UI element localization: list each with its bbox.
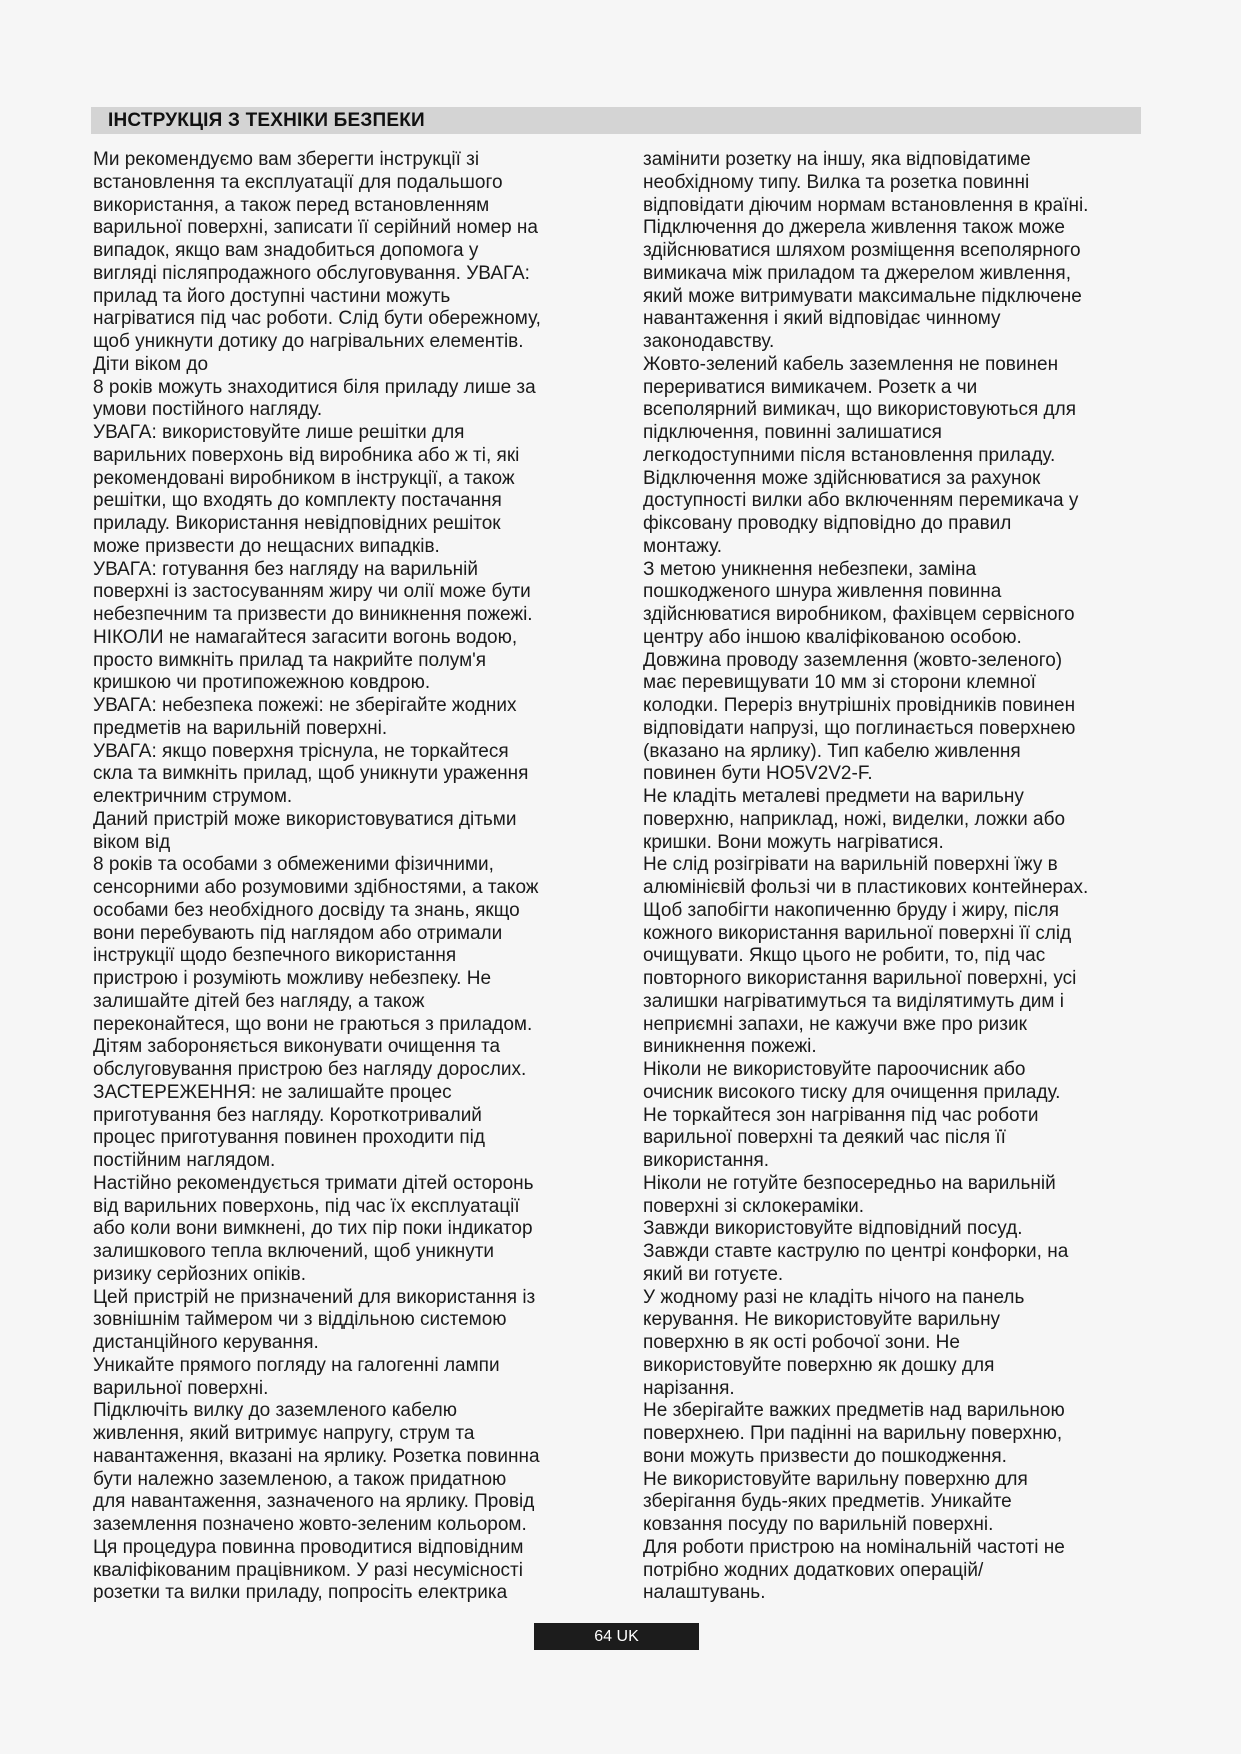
- text-line: встановлення та експлуатації для подальшого: [93, 171, 503, 193]
- text-line: ризику серйозних опіків.: [93, 1263, 306, 1285]
- text-line: поверхню в як ості робочої зони. Не: [643, 1332, 960, 1353]
- right-text-column: [643, 149, 1168, 1605]
- section-heading: ІНСТРУКЦІЯ З ТЕХНІКИ БЕЗПЕКИ: [108, 110, 425, 131]
- text-line: Ми рекомендуємо вам зберегти інструкції зі: [93, 149, 480, 170]
- text-line: Даний пристрій може використовуватися дітьми: [93, 808, 517, 830]
- text-line: просто вимкніть прилад та накрийте полум'я: [93, 649, 487, 671]
- text-line: 8 років можуть знаходитися біля приладу лише за: [93, 376, 536, 398]
- text-line: переконайтеся, що вони не граються з приладом.: [93, 1013, 533, 1035]
- text-line: очищувати. Якщо цього не робити, то, під час: [643, 945, 1046, 967]
- text-line: вони перебувають під наглядом або отримали: [93, 922, 503, 944]
- text-line: може призвести до нещасних випадків.: [93, 535, 440, 557]
- text-line: Уникайте прямого погляду на галогенні лампи: [93, 1354, 500, 1376]
- text-line: Ніколи не готуйте безпосередньо на варильній: [643, 1172, 1056, 1194]
- text-line: скла та вимкніть прилад, щоб уникнути ураження: [93, 763, 529, 785]
- text-line: рекомендовані виробником в інструкції, а також: [93, 467, 515, 489]
- text-line: живлення, який витримує напругу, струм та: [93, 1423, 475, 1444]
- text-line: навантаження, вказані на ярлику. Розетка повинна: [93, 1445, 540, 1467]
- text-line: Підключіть вилку до заземленого кабелю: [93, 1400, 457, 1422]
- text-line: НІКОЛИ не намагайтеся загасити вогонь водою,: [93, 626, 518, 648]
- text-line: З метою уникнення небезпеки, заміна: [643, 558, 977, 580]
- text-line: або коли вони вимкнені, до тих пір поки індикатор: [93, 1218, 533, 1240]
- text-line: використання, а також перед встановленням: [93, 194, 490, 216]
- text-line: заземлення позначено жовто-зеленим кольором.: [93, 1514, 527, 1535]
- text-line: має перевищувати 10 мм зі сторони клемної: [643, 672, 1036, 694]
- text-line: УВАГА: небезпека пожежі: не зберігайте жодних: [93, 695, 517, 716]
- text-line: нагріватися під час роботи. Слід бути обережному,: [93, 308, 541, 330]
- text-line: ковзання посуду по варильній поверхні.: [643, 1514, 994, 1535]
- text-line: Для роботи пристрою на номінальній частоті не: [643, 1536, 1065, 1558]
- text-line: Не використовуйте варильну поверхню для: [643, 1468, 1028, 1490]
- text-line: Завжди ставте каструлю по центрі конфорки, на: [643, 1241, 1069, 1262]
- text-line: для навантаження, зазначеного на ярлику. Провід: [93, 1491, 535, 1513]
- text-line: УВАГА: готування без нагляду на варильній: [93, 558, 479, 580]
- text-line: варильної поверхні.: [93, 1377, 269, 1399]
- text-line: Жовто-зелений кабель заземлення не повинен: [643, 353, 1059, 375]
- text-line: Підключення до джерела живлення також може: [643, 217, 1065, 239]
- text-line: навантаження і який відповідає чинному: [643, 308, 1001, 330]
- text-line: нарізання.: [643, 1377, 735, 1399]
- text-line: зберігання будь-яких предметів. Уникайте: [643, 1491, 1012, 1513]
- text-line: перериватися вимикачем. Розетк а чи: [643, 376, 978, 398]
- text-line: поверхні із застосуванням жиру чи олії може бути: [93, 581, 531, 603]
- text-line: відповідати діючим нормам встановлення в країні.: [643, 194, 1089, 216]
- text-line: дистанційного керування.: [93, 1332, 319, 1353]
- text-line: кожного використання варильної поверхні її слід: [643, 922, 1072, 944]
- text-line: 8 років та особами з обмеженими фізичними,: [93, 854, 494, 876]
- text-line: УВАГА: використовуйте лише решітки для: [93, 422, 465, 443]
- text-line: випадок, якщо вам знадобиться допомога у: [93, 240, 479, 261]
- text-line: Не торкайтеся зон нагрівання під час роботи: [643, 1104, 1039, 1126]
- text-line: необхідному типу. Вилка та розетка повинні: [643, 171, 1030, 193]
- text-line: потрібно жодних додаткових операцій/: [643, 1559, 984, 1581]
- text-line: варильної поверхні, записати її серійний номер на: [93, 217, 538, 239]
- text-line: налаштувань.: [643, 1582, 766, 1604]
- text-line: У жодному разі не кладіть нічого на панель: [643, 1286, 1025, 1308]
- text-line: вигляді післяпродажного обслуговування. УВАГА:: [93, 262, 530, 284]
- text-line: Довжина проводу заземлення (жовто-зеленого): [643, 649, 1063, 671]
- text-line: варильних поверхонь від виробника або ж ті, які: [93, 444, 520, 466]
- text-line: Не слід розігрівати на варильній поверхні їжу в: [643, 854, 1058, 876]
- text-line: підключення, повинні залишатися: [643, 422, 942, 443]
- text-line: вимикача між приладом та джерелом живлення,: [643, 262, 1071, 284]
- text-line: Дітям забороняється виконувати очищення та: [93, 1036, 501, 1058]
- text-line: приготування без нагляду. Короткотривалий: [93, 1104, 482, 1126]
- text-line: монтажу.: [643, 535, 722, 557]
- text-line: Відключення може здійснюватися за рахунок: [643, 467, 1041, 489]
- text-line: віком від: [93, 831, 171, 853]
- text-line: Не кладіть металеві предмети на варильну: [643, 786, 1024, 807]
- text-line: Завжди використовуйте відповідний посуд.: [643, 1218, 1023, 1240]
- left-text-column: [93, 149, 618, 1605]
- text-line: Ніколи не використовуйте пароочисник або: [643, 1059, 1026, 1080]
- text-line: (вказано на ярлику). Тип кабелю живлення: [643, 740, 1021, 762]
- text-line: кришкою чи протипожежною ковдрою.: [93, 672, 431, 694]
- text-line: Діти віком до: [93, 353, 209, 375]
- text-line: доступності вилки або включенням перемикача у: [643, 490, 1079, 512]
- text-line: щоб уникнути дотику до нагрівальних елементів.: [93, 331, 524, 352]
- text-line: центру або іншою кваліфікованою особою.: [643, 626, 1022, 648]
- text-line: поверхні зі склокераміки.: [643, 1195, 864, 1217]
- text-line: умови постійного нагляду.: [93, 399, 323, 421]
- text-line: небезпечним та призвести до виникнення пожежі.: [93, 604, 533, 625]
- text-line: повинен бути HO5V2V2-F.: [643, 763, 873, 785]
- text-line: ЗАСТЕРЕЖЕННЯ: не залишайте процес: [93, 1081, 452, 1103]
- text-line: відповідати напрузі, що поглинається поверхнею: [643, 717, 1076, 739]
- text-line: обслуговування пристрою без нагляду дорослих.: [93, 1059, 527, 1080]
- text-line: пошкодженого шнура живлення повинна: [643, 581, 1002, 603]
- text-line: фіксовану проводку відповідно до правил: [643, 513, 1012, 534]
- page-number: 64 UK: [594, 1628, 639, 1645]
- text-line: замінити розетку на іншу, яка відповідатиме: [643, 149, 1031, 170]
- text-line: алюмінієвій фользі чи в пластикових контейнерах.: [643, 877, 1089, 898]
- text-line: виникнення пожежі.: [643, 1036, 817, 1058]
- text-line: вони можуть призвести до пошкодження.: [643, 1445, 1007, 1467]
- text-line: всеполярний вимикач, що використовуються для: [643, 399, 1076, 421]
- text-line: особами без необхідного досвіду та знань, якщо: [93, 899, 520, 921]
- text-line: кваліфікованим працівником. У разі несумісності: [93, 1559, 523, 1581]
- text-line: інструкції щодо безпечного використання: [93, 945, 457, 967]
- text-line: поверхнею. При падінні на варильну поверхню,: [643, 1423, 1063, 1444]
- text-line: приладу. Використання невідповідних решіток: [93, 513, 501, 534]
- text-line: здійснюватися шляхом розміщення всеполярного: [643, 240, 1081, 261]
- text-line: електричним струмом.: [93, 786, 293, 807]
- text-line: решітки, що входять до комплекту постачання: [93, 490, 502, 512]
- text-line: використання.: [643, 1150, 770, 1171]
- text-line: УВАГА: якщо поверхня тріснула, не торкайтеся: [93, 740, 509, 762]
- text-line: пристрою і розуміють можливу небезпеку. Не: [93, 968, 492, 989]
- text-line: прилад та його доступні частини можуть: [93, 285, 451, 307]
- text-line: предметів на варильній поверхні.: [93, 717, 388, 739]
- text-line: законодавству.: [643, 331, 775, 352]
- text-line: здійснюватися виробником, фахівцем сервісного: [643, 604, 1075, 625]
- text-line: колодки. Переріз внутрішніх провідників повинен: [643, 695, 1076, 716]
- text-line: розетки та вилки приладу, попросіть електрика: [93, 1582, 508, 1604]
- text-line: від варильних поверхонь, під час їх експлуатації: [93, 1195, 520, 1217]
- text-line: бути належно заземленою, а також придатною: [93, 1468, 507, 1490]
- text-line: використовуйте поверхню як дошку для: [643, 1354, 995, 1376]
- text-line: повторного використання варильної поверхні, усі: [643, 968, 1077, 989]
- text-line: Цей пристрій не призначений для використання із: [93, 1286, 536, 1308]
- text-line: сенсорними або розумовими здібностями, а також: [93, 877, 539, 898]
- text-line: Не зберігайте важких предметів над варильною: [643, 1400, 1065, 1422]
- text-line: процес приготування повинен проходити під: [93, 1127, 485, 1149]
- text-line: який ви готуєте.: [643, 1263, 784, 1285]
- text-line: неприємні запахи, не кажучи вже про ризик: [643, 1013, 1027, 1035]
- text-line: варильної поверхні та деякий час після її: [643, 1127, 1006, 1149]
- text-line: залишкового тепла включений, щоб уникнути: [93, 1241, 495, 1262]
- text-line: залишки нагріватимуться та виділятимуть дим і: [643, 990, 1064, 1012]
- text-line: який може витримувати максимальне підключене: [643, 285, 1082, 307]
- text-line: керування. Не використовуйте варильну: [643, 1309, 1001, 1331]
- text-line: очисник високого тиску для очищення приладу.: [643, 1081, 1061, 1103]
- text-line: кришки. Вони можуть нагріватися.: [643, 831, 944, 853]
- text-line: легкодоступними після встановлення приладу.: [643, 444, 1056, 466]
- text-line: поверхню, наприклад, ножі, виделки, ложки або: [643, 808, 1066, 830]
- text-line: Щоб запобігти накопиченню бруду і жиру, після: [643, 899, 1060, 921]
- text-line: залишайте дітей без нагляду, а також: [93, 990, 425, 1012]
- text-line: зовнішнім таймером чи з віддільною системою: [93, 1309, 507, 1331]
- text-line: Настійно рекомендується тримати дітей осторонь: [93, 1172, 534, 1194]
- text-line: Ця процедура повинна проводитися відповідним: [93, 1536, 524, 1558]
- text-line: постійним наглядом.: [93, 1150, 276, 1171]
